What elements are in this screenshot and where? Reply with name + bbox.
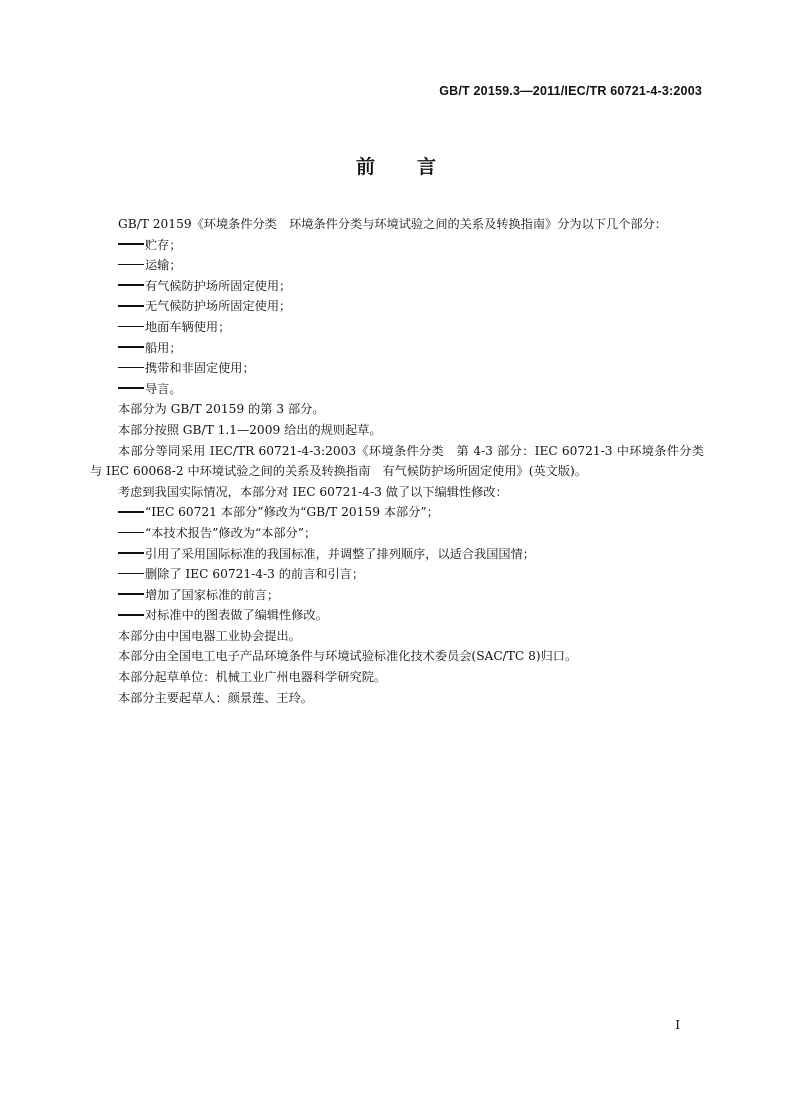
dash-mark [118, 532, 144, 534]
list-item [90, 317, 704, 338]
dash-mark [118, 346, 144, 348]
dash-mark [118, 614, 144, 616]
drafters-paragraph: 本部分主要起草人：颜景莲、王玲。 [118, 690, 313, 705]
drafting-rules-paragraph: 本部分按照 GB/T 1.1—2009 给出的规则起草。 [118, 422, 382, 437]
modifications-intro-paragraph: 考虑到我国实际情况，本部分对 IEC 60721-4-3 做了以下编辑性修改： [118, 484, 508, 499]
list-item [90, 296, 704, 317]
dash-mark [118, 305, 144, 307]
dash-mark [118, 511, 144, 513]
dash-mark [118, 387, 144, 389]
list-item-text: 船用； [145, 340, 182, 355]
foreword-body [90, 214, 704, 708]
dash-mark [118, 573, 144, 575]
list-item-text: 有气候防护场所固定使用； [145, 278, 292, 293]
list-item-text: 贮存； [145, 237, 182, 252]
list-item-text: 删除了 IEC 60721-4-3 的前言和引言； [145, 567, 365, 582]
page-number: I [675, 1018, 680, 1032]
list-item [90, 544, 704, 565]
list-item-text: 对标准中的图表做了编辑性修改。 [145, 608, 328, 623]
dash-mark [118, 243, 144, 245]
list-item-text: 地面车辆使用； [145, 319, 231, 334]
list-item [90, 255, 704, 276]
list-item [90, 502, 704, 523]
standard-code: GB/T 20159.3—2011/IEC/TR 60721-4-3:2003 [439, 84, 702, 98]
intro-paragraph: GB/T 20159《环境条件分类 环境条件分类与环境试验之间的关系及转换指南》分为以下几个部分： [118, 217, 667, 231]
dash-mark [118, 264, 144, 266]
parts-list [90, 235, 704, 400]
dash-mark [118, 326, 144, 328]
dash-mark [118, 284, 144, 286]
list-item [90, 585, 704, 606]
list-item [90, 338, 704, 359]
list-item [90, 235, 704, 256]
dash-mark [118, 367, 144, 369]
list-item [90, 276, 704, 297]
equivalent-adoption-paragraph: 本部分等同采用 IEC/TR 60721-4-3:2003《环境条件分类 第 4-3 部分：IEC 60721-3 中环境条件分类与 IEC 60068-2 中环境试验之间的关系及转换指南 有气候防护场所固定使用》(英文版)。 [90, 443, 704, 479]
page-title: 前言 [355, 156, 478, 178]
list-item-text: 携带和非固定使用； [145, 361, 255, 376]
list-item [90, 358, 704, 379]
part-of-paragraph: 本部分为 GB/T 20159 的第 3 部分。 [118, 402, 325, 417]
proposed-by-paragraph: 本部分由中国电器工业协会提出。 [118, 628, 301, 643]
list-item-text: 导言。 [145, 381, 182, 396]
dash-mark [118, 593, 144, 595]
list-item [90, 523, 704, 544]
centralized-by-paragraph: 本部分由全国电工电子产品环境条件与环境试验标准化技术委员会(SAC/TC 8)归口。 [118, 649, 578, 664]
list-item [90, 564, 704, 585]
list-item [90, 379, 704, 400]
dash-mark [118, 552, 144, 554]
list-item-text: 无气候防护场所固定使用； [145, 299, 292, 314]
list-item-text: 增加了国家标准的前言； [145, 587, 280, 602]
list-item-text: 运输； [145, 258, 182, 273]
list-item-text: “本技术报告”修改为“本部分”； [145, 525, 317, 540]
drafting-unit-paragraph: 本部分起草单位：机械工业广州电器科学研究院。 [118, 670, 387, 685]
modifications-list [90, 502, 704, 626]
list-item-text: 引用了采用国际标准的我国标准，并调整了排列顺序，以适合我国国情； [145, 546, 535, 561]
list-item [90, 605, 704, 626]
list-item-text: “IEC 60721 本部分”修改为“GB/T 20159 本部分”； [145, 505, 439, 520]
